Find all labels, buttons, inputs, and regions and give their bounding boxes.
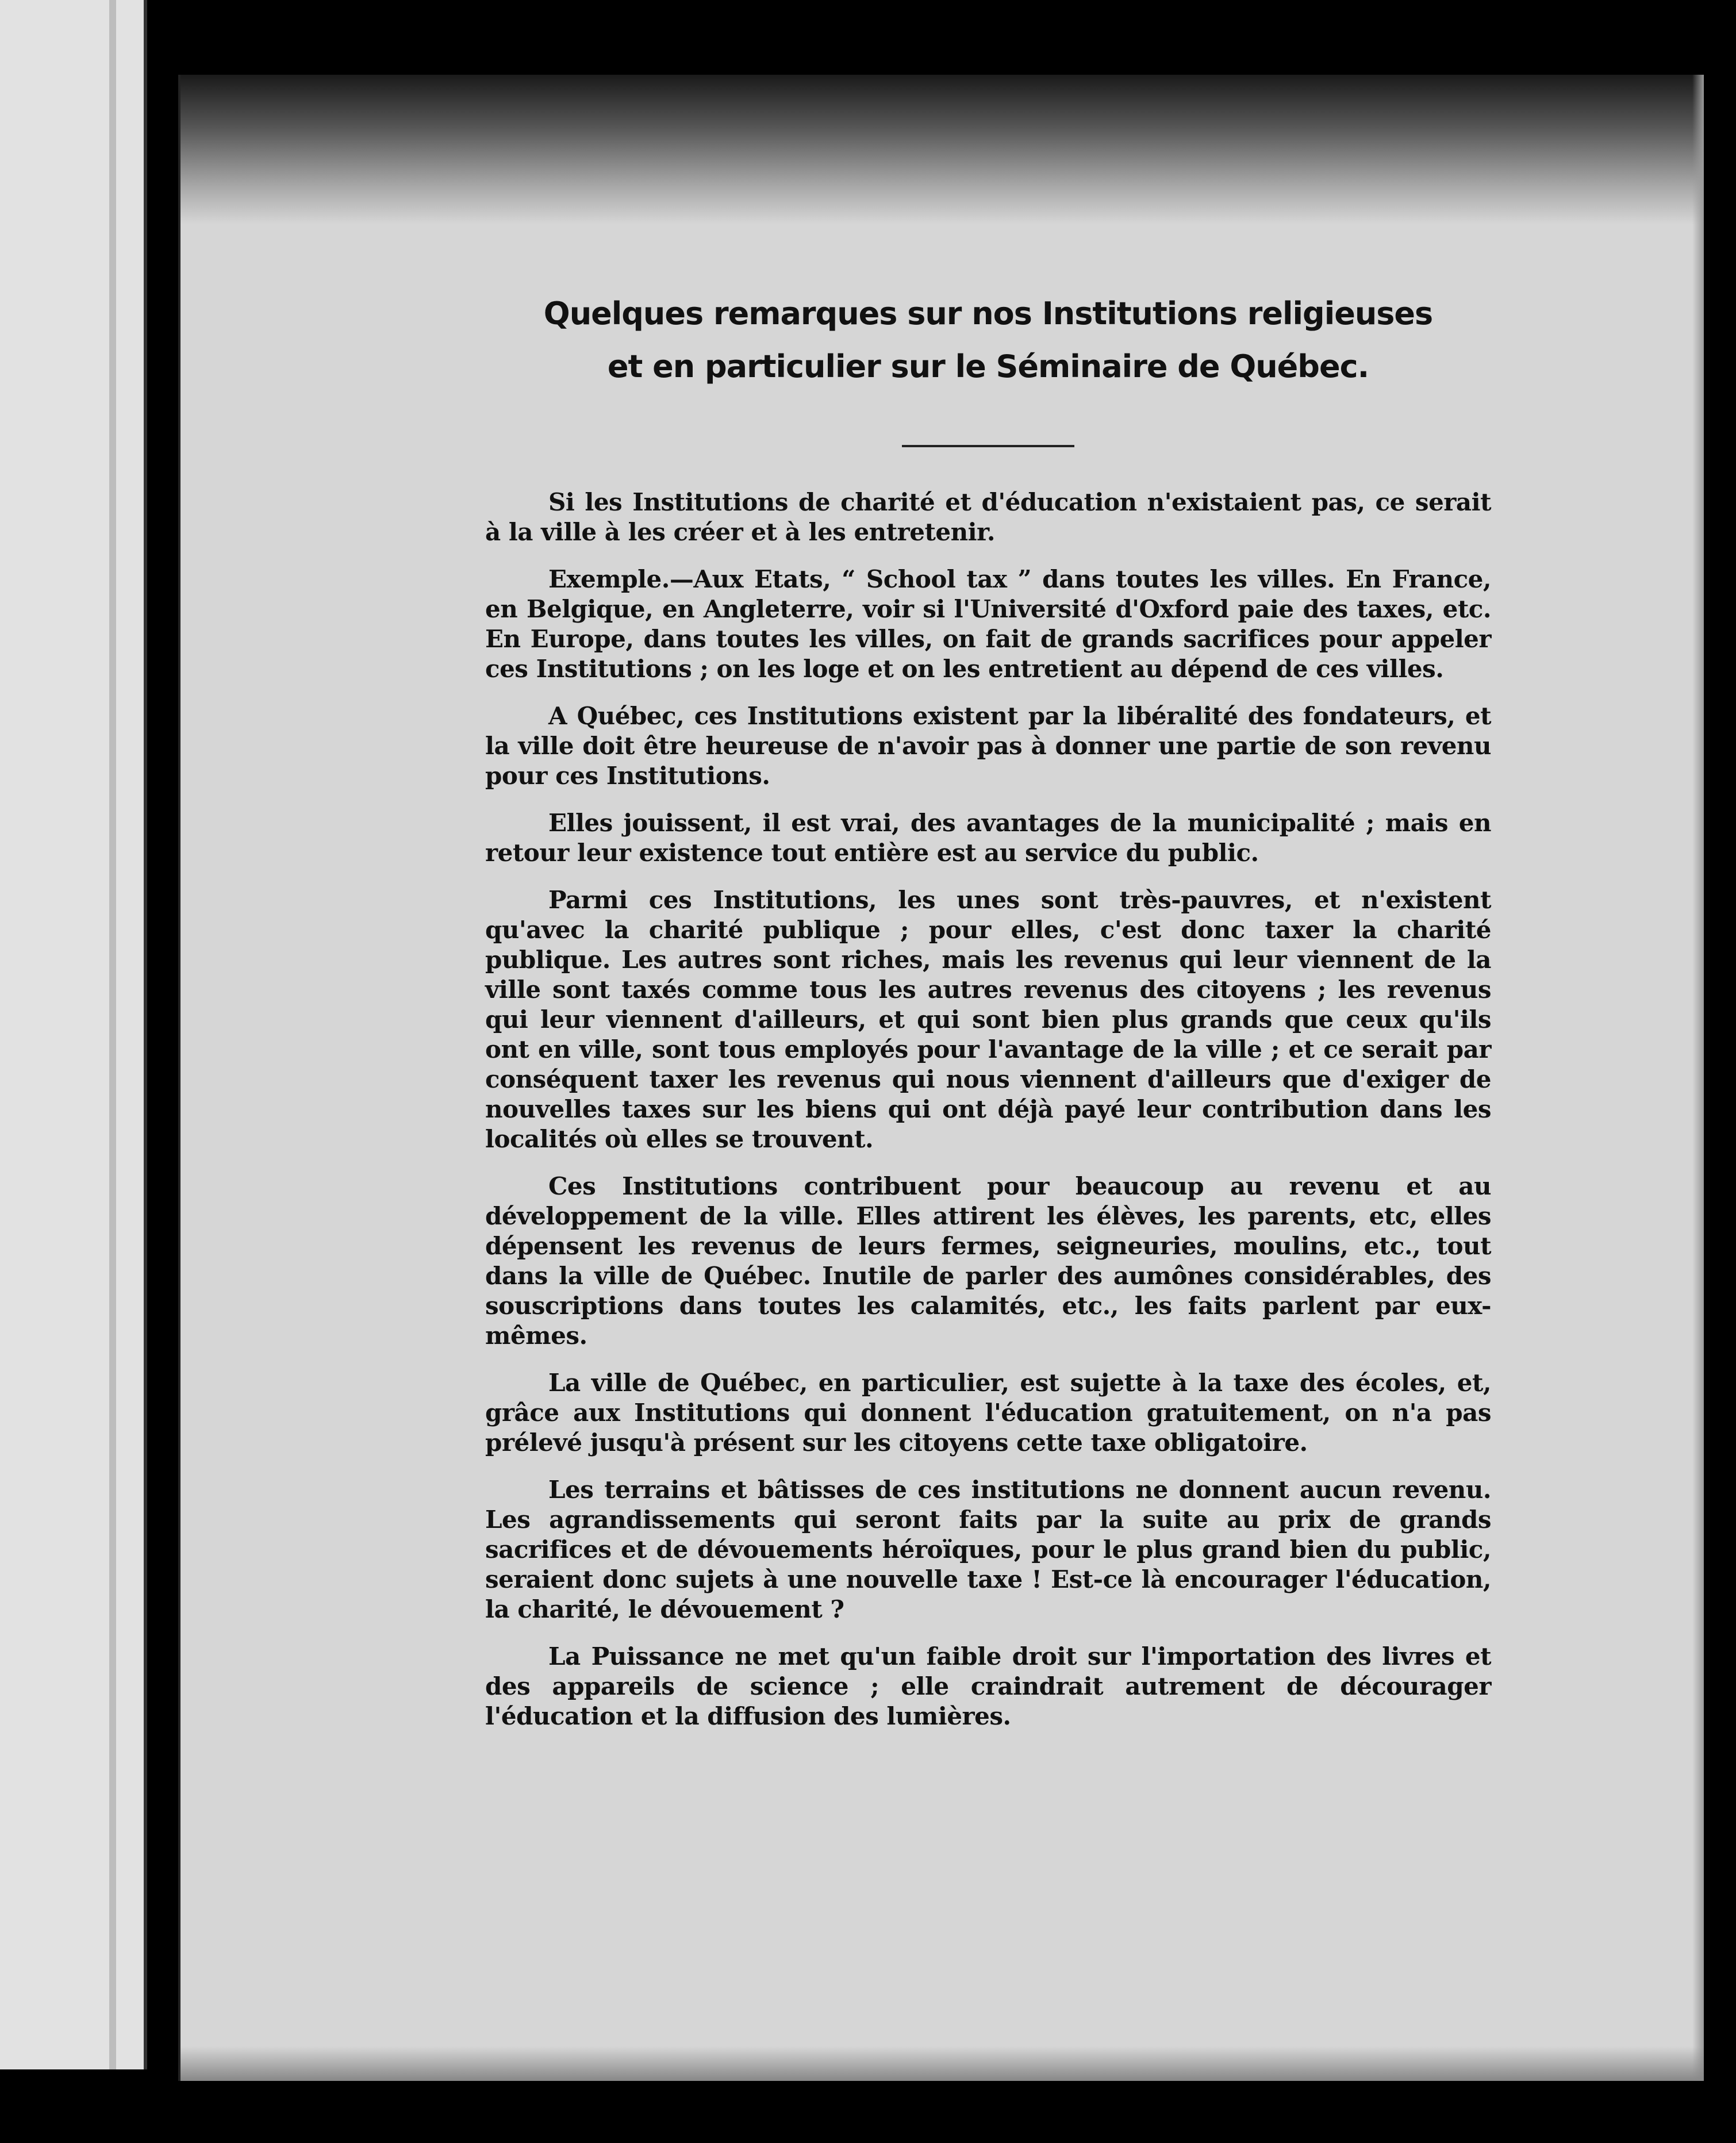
paragraph-4: Elles jouissent, il est vrai, des avantages de la municipalité ; mais en retour leur existence tout entière est au service du public.	[485, 809, 1491, 867]
paragraph-6: Ces Institutions contribuent pour beaucoup au revenu et au développement de la ville. Elles attirent les élèves, les parents, etc, elles dépensent les revenus de leurs fermes, seigneuries, moulins, etc., tout dans la ville de Québec. Inutile de parler des aumônes considérables, des souscriptions dans toutes les calamités, etc., les faits parlent par eux-mêmes.	[485, 1172, 1491, 1350]
left-page-edge	[0, 0, 147, 2069]
title-divider	[902, 445, 1074, 447]
paragraph-5: Parmi ces Institutions, les unes sont très-pauvres, et n'existent qu'avec la charité publique ; pour elles, c'est donc taxer la charité publique. Les autres sont riches, mais les revenus qui leur viennent de la ville sont taxés comme tous les autres revenus des citoyens ; les revenus qui leur viennent d'ailleurs, et qui sont bien plus grands que ceux qu'ils ont en ville, sont tous employés pour l'avantage de la ville ; et ce serait par conséquent taxer les revenus qui nous viennent d'ailleurs que d'exiger de nouvelles taxes sur les biens qui ont déjà payé leur contribution dans les localités où elles se trouvent.	[485, 886, 1491, 1153]
paragraph-7: La ville de Québec, en particulier, est sujette à la taxe des écoles, et, grâce aux Institutions qui donnent l'éducation gratuitement, on n'a pas prélevé jusqu'à présent sur les citoyens cette taxe obligatoire.	[485, 1369, 1491, 1457]
title-line-2: et en particulier sur le Séminaire de Québec.	[607, 348, 1369, 385]
page-top-shadow	[180, 75, 1704, 224]
paragraph-9: La Puissance ne met qu'un faible droit sur l'importation des livres et des appareils de science ; elle craindrait autrement de décourager l'éducation et la diffusion des lumières.	[485, 1642, 1491, 1730]
title-line-1: Quelques remarques sur nos Institutions religieuses	[543, 295, 1433, 332]
document-title	[485, 287, 1491, 393]
paragraph-2: Exemple.—Aux Etats, “ School tax ” dans toutes les villes. En France, en Belgique, en Angleterre, voir si l'Université d'Oxford paie des taxes, etc. En Europe, dans toutes les villes, on fait de grands sacrifices pour appeler ces Institutions ; on les loge et on les entretient au dépend de ces villes.	[485, 565, 1491, 683]
document-page	[178, 75, 1704, 2081]
left-page-fold	[109, 0, 116, 2069]
document-content	[485, 287, 1491, 1749]
page-right-edge	[1692, 75, 1704, 2081]
paragraph-3: A Québec, ces Institutions existent par la libéralité des fondateurs, et la ville doit être heureuse de n'avoir pas à donner une partie de son revenu pour ces Institutions.	[485, 702, 1491, 790]
paragraph-1: Si les Institutions de charité et d'éducation n'existaient pas, ce serait à la ville à les créer et à les entretenir.	[485, 488, 1491, 546]
page-bottom-shadow	[180, 2046, 1704, 2081]
paragraph-8: Les terrains et bâtisses de ces institutions ne donnent aucun revenu. Les agrandissements qui seront faits par la suite au prix de grands sacrifices et de dévouements héroïques, pour le plus grand bien du public, seraient donc sujets à une nouvelle taxe ! Est-ce là encourager l'éducation, la charité, le dévouement ?	[485, 1476, 1491, 1623]
